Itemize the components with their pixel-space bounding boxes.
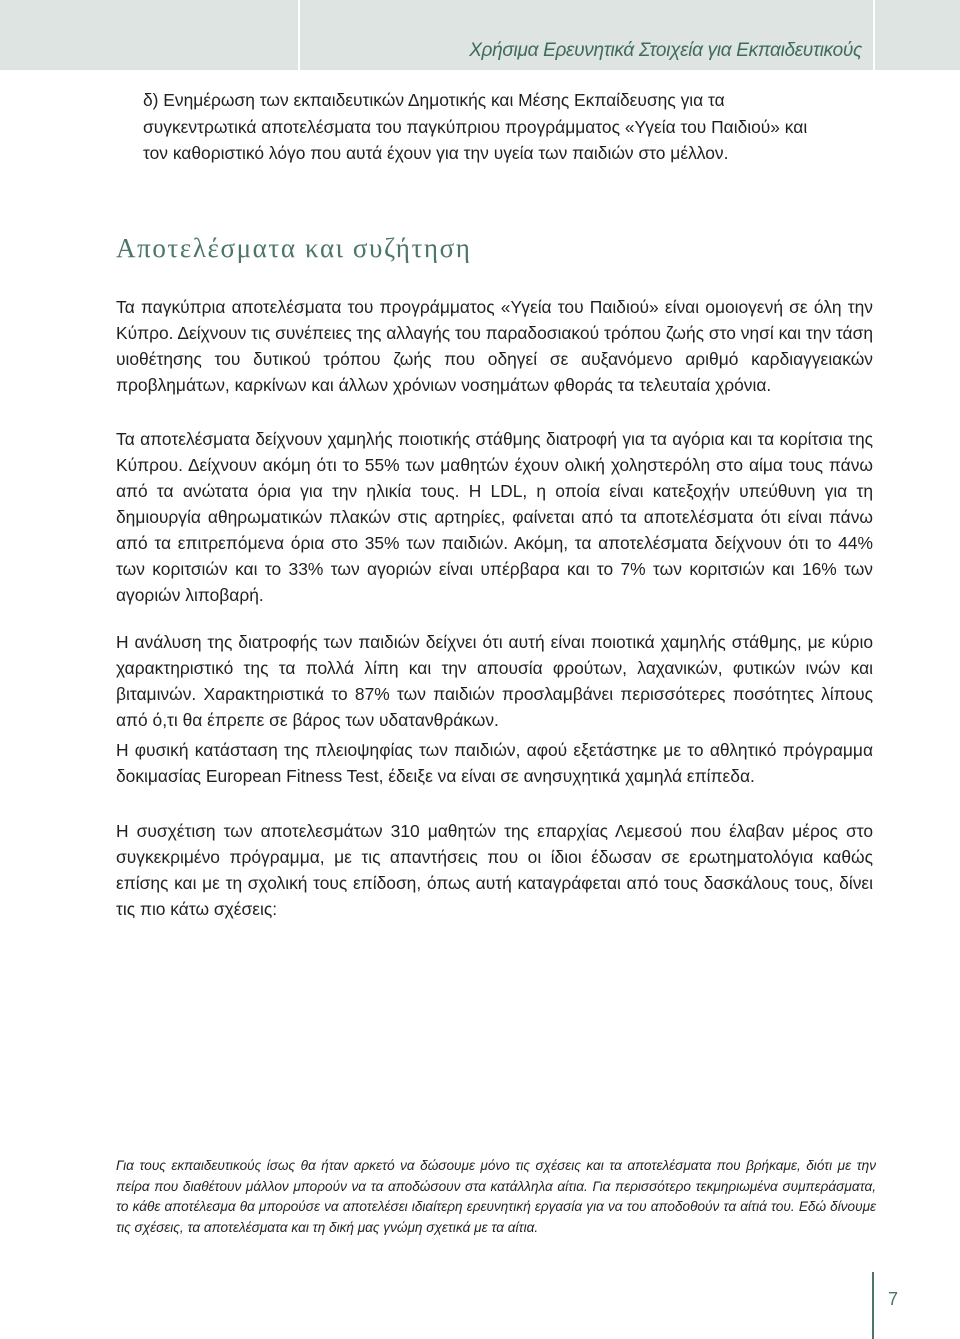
page-number-rule (872, 1272, 874, 1339)
body-paragraph-5: Η συσχέτιση των αποτελεσμάτων 310 μαθητών της επαρχίας Λεμεσού που έλαβαν μέρος στο συγκεκριμένο πρόγραμμα, με τις απαντήσεις που οι ίδιοι έδωσαν σε ερωτηματολόγια καθώς επίσης και με τη σχολική τους επίδοση, όπως αυτή καταγράφεται από τους δασκάλους τους, δίνει τις πιο κάτω σχέσεις: (116, 821, 873, 919)
section-heading: Αποτελέσματα και συζήτηση (116, 233, 472, 263)
body-paragraph-2: Τα αποτελέσματα δείχνουν χαμηλής ποιοτικής στάθμης διατροφή για τα αγόρια και τα κορίτσια της Κύπρου. Δείχνουν ακόμη ότι το 55% των μαθητών έχουν ολική χοληστερόλη στο αίμα τους πάνω από τα ανώτατα όρια για την ηλικία τους. Η LDL, η οποία είναι κατεξοχήν υπεύθυνη για τη δημιουργία αθηρωματικών πλακών στις αρτηρίες, φαίνεται από τα αποτελέσματα ότι είναι πάνω από τα επιτρεπόμενα όρια στο 35% των παιδιών. Ακόμη, τα αποτελέσματα δείχνουν ότι το 44% των κοριτσιών και το 33% των αγοριών είναι υπέρβαρα και το 7% των κοριτσιών και 16% των αγοριών λιποβαρή. (116, 429, 873, 605)
header-divider-left (298, 0, 300, 70)
body-paragraph-3: Η ανάλυση της διατροφής των παιδιών δείχνει ότι αυτή είναι ποιοτικά χαμηλής στάθμης, με κύριο χαρακτηριστικό της τα πολλά λίπη και την απουσία φρούτων, λαχανικών, φυτικών ινών και βιταμινών. Χαρακτηριστικά το 87% των παιδιών προσλαμβάνει περισσότερες ποσότητες λίπους από ό,τι θα έπρεπε σε βάρος των υδατανθράκων. (116, 632, 873, 730)
running-title: Χρήσιμα Ερευνητικά Στοιχεία για Εκπαιδευτικούς (469, 40, 862, 61)
page-number: 7 (888, 1289, 899, 1309)
body-paragraph-1: Τα παγκύπρια αποτελέσματα του προγράμματος «Υγεία του Παιδιού» είναι ομοιογενή σε όλη την Κύπρο. Δείχνουν τις συνέπειες της αλλαγής του παραδοσιακού τρόπου ζωής στο νησί και την τάση υιοθέτησης του δυτικού τρόπου ζωής που οδηγεί σε αυξανόμενο αριθμό καρδιαγγειακών προβλημάτων, καρκίνων και άλλων χρόνιων νοσημάτων φθοράς τα τελευταία χρόνια. (116, 297, 873, 395)
footnote: Για τους εκπαιδευτικούς ίσως θα ήταν αρκετό να δώσουμε μόνο τις σχέσεις και τα αποτελέσματα που βρήκαμε, διότι με την πείρα που διαθέτουν μάλλον μπορούν να τα αποδώσουν στα κατάλληλα αίτια. Για περισσότερο τεκμηριωμένα συμπεράσματα, το κάθε αποτέλεσμα θα μπορούσε να αποτελέσει ιδιαίτερη ερευνητική εργασία για να του αποδοθούν τα αίτιά του. Εδώ δίνουμε τις σχέσεις, τα αποτελέσματα και τη δική μας γνώμη σχετικά με τα αίτια. (116, 1158, 876, 1235)
intro-paragraph: δ) Ενημέρωση των εκπαιδευτικών Δημοτικής και Μέσης Εκπαίδευσης για τα συγκεντρωτικά αποτελέσματα του παγκύπριου προγράμματος «Υγεία του Παιδιού» και τον καθοριστικό λόγο που αυτά έχουν για την υγεία των παιδιών στο μέλλον. (143, 90, 808, 163)
body-paragraph-4: Η φυσική κατάσταση της πλειοψηφίας των παιδιών, αφού εξετάστηκε με το αθλητικό πρόγραμμα δοκιμασίας European Fitness Test, έδειξε να είναι σε ανησυχητικά χαμηλά επίπεδα. (116, 740, 873, 786)
header-divider-right (873, 0, 875, 70)
